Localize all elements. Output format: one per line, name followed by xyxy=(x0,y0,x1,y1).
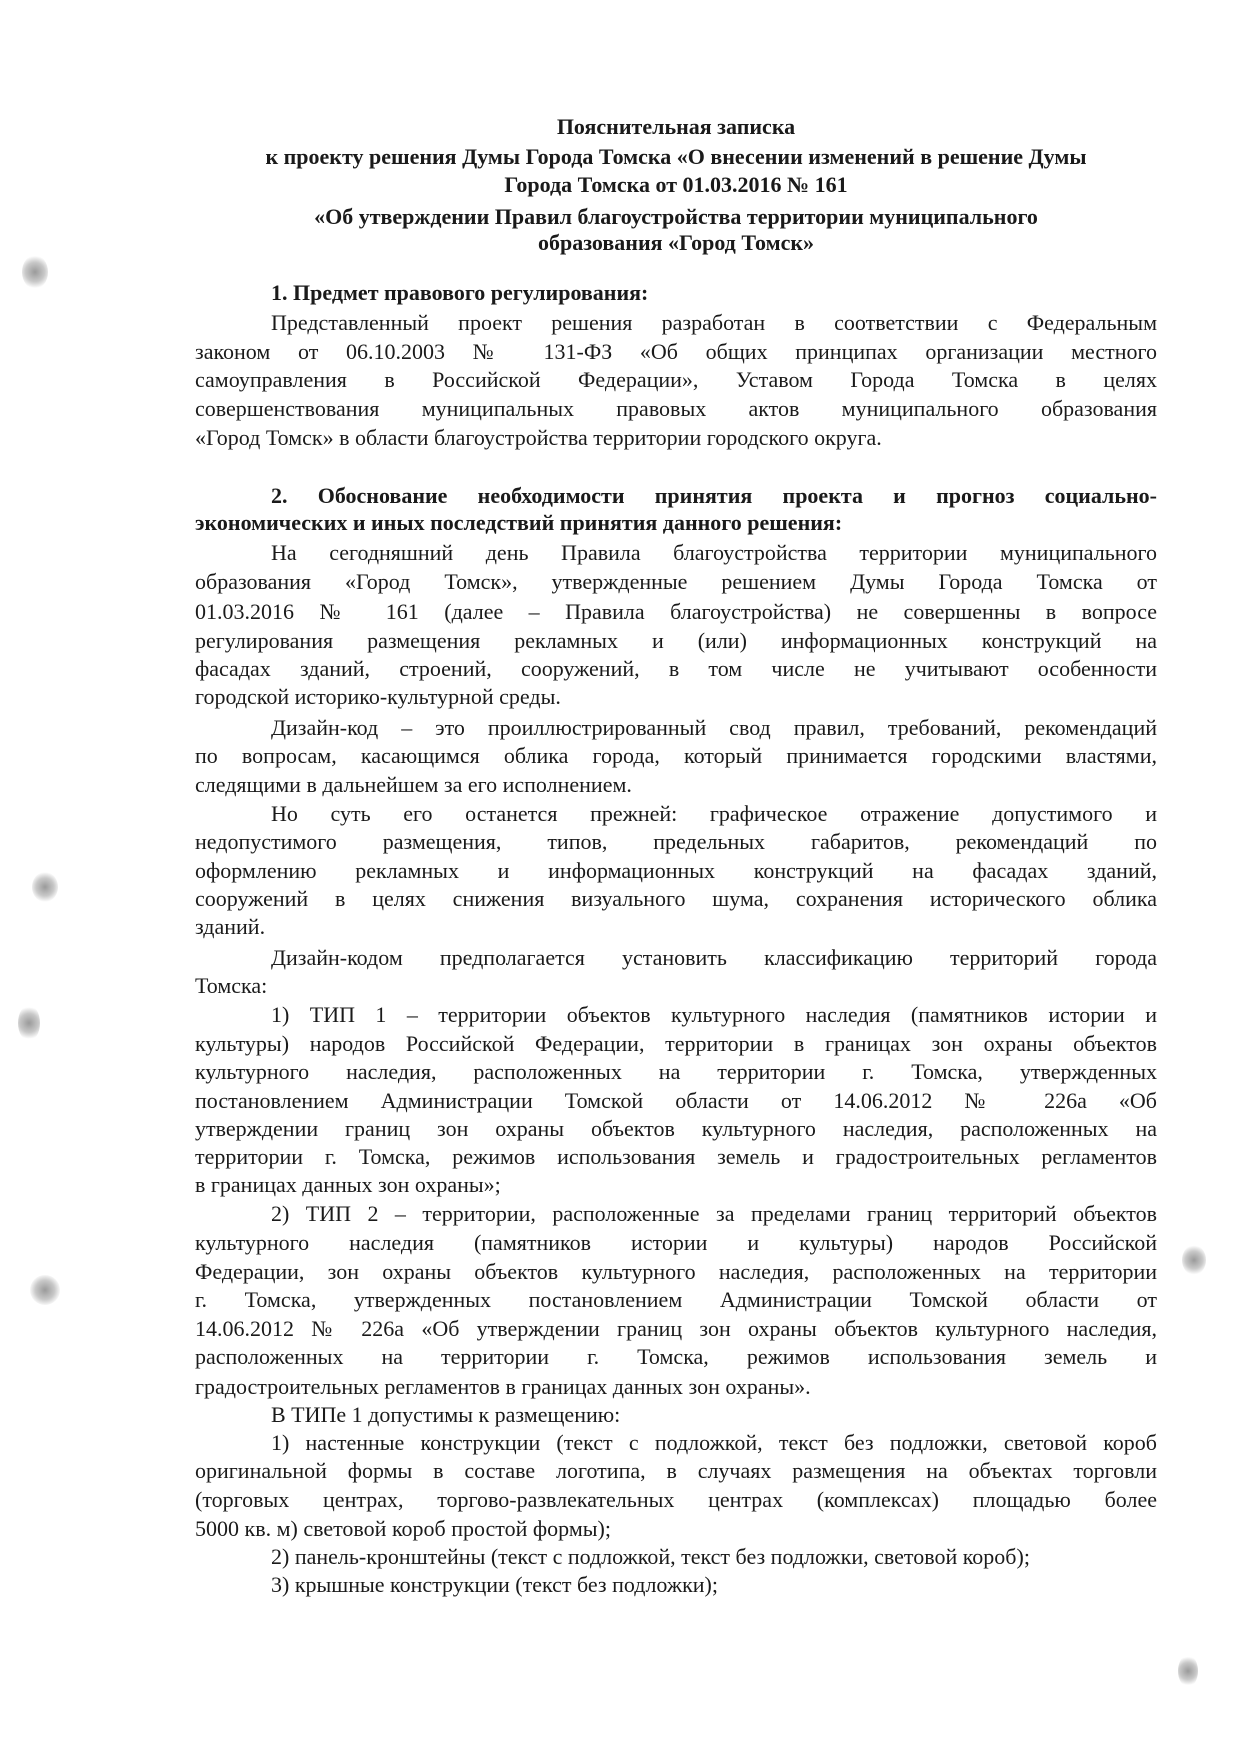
text-line: регулирования размещения рекламных и (или) информационных конструкций на xyxy=(195,628,1157,653)
text-line: фасадах зданий, строений, сооружений, в том числе не учитывают особенности xyxy=(195,656,1157,681)
text-line: культурного наследия, расположенных на территории г. Томска, утвержденных xyxy=(195,1059,1157,1084)
scan-speck xyxy=(1182,1245,1206,1275)
text-line: 14.06.2012 № 226а «Об утверждении границ зон охраны объектов культурного наследия, xyxy=(195,1316,1157,1341)
text-line: градостроительных регламентов в границах данных зон охраны». xyxy=(195,1374,811,1399)
text-line: Дизайн-код – это проиллюстрированный свод правил, требований, рекомендаций xyxy=(271,715,1157,740)
text-line: в границах данных зон охраны»; xyxy=(195,1172,501,1197)
scan-speck xyxy=(22,255,48,289)
title-line: к проекту решения Думы Города Томска «О внесении изменений в решение Думы xyxy=(265,144,1087,169)
text-line: сооружений в целях снижения визуального шума, сохранения исторического облика xyxy=(195,886,1157,911)
text-line: постановлением Администрации Томской области от 14.06.2012 № 226а «Об xyxy=(195,1088,1157,1113)
heading-line: экономических и иных последствий принятия данного решения: xyxy=(195,510,843,535)
text-line: На сегодняшний день Правила благоустройства территории муниципального xyxy=(271,540,1157,565)
scan-speck xyxy=(32,872,58,902)
text-line: оригинальной формы в составе логотипа, в случаях размещения на объектах торговли xyxy=(195,1458,1157,1483)
text-line: недопустимого размещения, типов, предельных габаритов, рекомендаций по xyxy=(195,829,1157,854)
text-line: образования «Город Томск», утвержденные решением Думы Города Томска от xyxy=(195,569,1157,594)
text-line: В ТИПе 1 допустимы к размещению: xyxy=(271,1402,621,1427)
text-line: 1) настенные конструкции (текст с подложкой, текст без подложки, световой короб xyxy=(271,1430,1157,1455)
text-line: 2) панель-кронштейны (текст с подложкой, текст без подложки, световой короб); xyxy=(271,1544,1030,1569)
scan-speck xyxy=(1178,1655,1198,1687)
text-line: Дизайн-кодом предполагается установить классификацию территорий города xyxy=(271,945,1157,970)
text-line: самоуправления в Российской Федерации», Уставом Города Томска в целях xyxy=(195,367,1157,392)
text-line: Томска: xyxy=(195,973,268,998)
text-line: совершенствования муниципальных правовых актов муниципального образования xyxy=(195,396,1157,421)
text-line: 1) ТИП 1 – территории объектов культурного наследия (памятников истории и xyxy=(271,1002,1157,1027)
text-line: Представленный проект решения разработан в соответствии с Федеральным xyxy=(271,310,1157,335)
text-line: законом от 06.10.2003 № 131-ФЗ «Об общих принципах организации местного xyxy=(195,339,1157,364)
heading-line: 2. Обоснование необходимости принятия проекта и прогноз социально- xyxy=(271,483,1157,508)
text-line: 5000 кв. м) световой короб простой формы); xyxy=(195,1516,611,1541)
title-line: образования «Город Томск» xyxy=(537,230,815,255)
text-line: утверждении границ зон охраны объектов культурного наследия, расположенных на xyxy=(195,1116,1157,1141)
scan-speck xyxy=(30,1275,60,1305)
title-line: «Об утверждении Правил благоустройства территории муниципального xyxy=(314,204,1038,229)
text-line: территории г. Томска, режимов использования земель и градостроительных регламентов xyxy=(195,1144,1157,1169)
text-line: культуры) народов Российской Федерации, территории в границах зон охраны объектов xyxy=(195,1031,1157,1056)
text-line: городской историко-культурной среды. xyxy=(195,684,561,709)
scan-speck xyxy=(18,1005,40,1041)
text-line: культурного наследия (памятников истории и культуры) народов Российской xyxy=(195,1230,1157,1255)
title-line: Пояснительная записка xyxy=(556,114,796,139)
text-line: Но суть его останется прежней: графическое отражение допустимого и xyxy=(271,801,1157,826)
text-line: (торговых центрах, торгово-развлекательных центрах (комплексах) площадью более xyxy=(195,1487,1157,1512)
text-line: зданий. xyxy=(195,914,266,939)
text-line: расположенных на территории г. Томска, режимов использования земель и xyxy=(195,1344,1157,1369)
title-line: Города Томска от 01.03.2016 № 161 xyxy=(504,172,848,197)
text-line: 01.03.2016 № 161 (далее – Правила благоустройства) не совершенны в вопросе xyxy=(195,599,1157,624)
text-line: следящими в дальнейшем за его исполнением. xyxy=(195,772,632,797)
text-line: «Город Томск» в области благоустройства территории городского округа. xyxy=(195,425,882,450)
text-line: 2) ТИП 2 – территории, расположенные за пределами границ территорий объектов xyxy=(271,1201,1157,1226)
text-line: оформлению рекламных и информационных конструкций на фасадах зданий, xyxy=(195,858,1157,883)
text-line: 3) крышные конструкции (текст без подложки); xyxy=(271,1572,718,1597)
heading-line: 1. Предмет правового регулирования: xyxy=(271,280,649,305)
text-line: Федерации, зон охраны объектов культурного наследия, расположенных на территории xyxy=(195,1259,1157,1284)
text-line: по вопросам, касающимся облика города, который принимается городскими властями, xyxy=(195,743,1157,768)
text-line: г. Томска, утвержденных постановлением Администрации Томской области от xyxy=(195,1287,1157,1312)
